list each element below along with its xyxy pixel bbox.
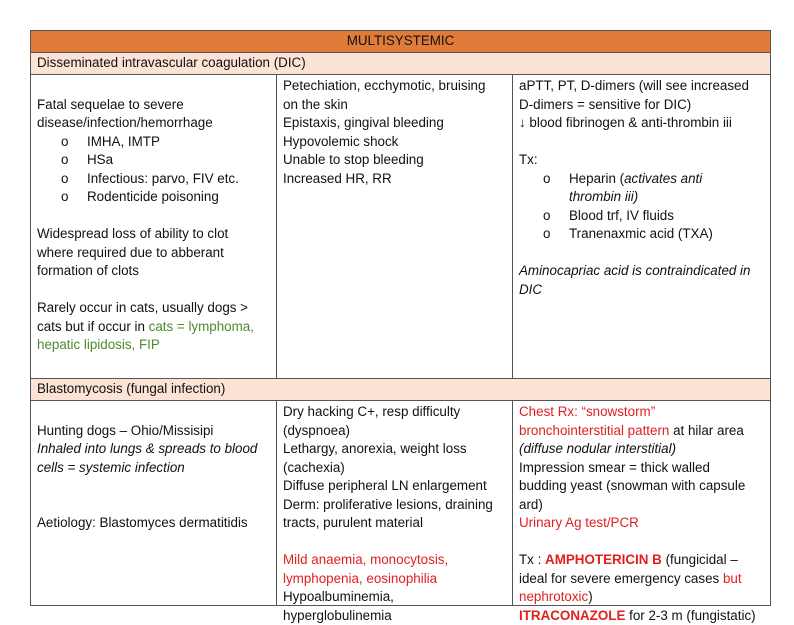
dic-causes-cell: Fatal sequelae to severe disease/infection/hemorrhage o IMHA, IMTP o HSa o Infectious: parvo, FIV etc. o Rodenticide poisoning Widespread loss of ability to clot where required due to abberant formation of clots Rarely occur in cats, usually dogs > cats but if occur in cats = lymphoma, hepatic lipidosis, FIP — [31, 75, 277, 379]
list-item: o Heparin (activates anti thrombin iii) — [519, 170, 764, 207]
dic-signs-cell: Petechiation, ecchymotic, bruising on the skin Epistaxis, gingival bleeding Hypovolemic shock Unable to stop bleeding Increased HR, RR — [277, 75, 513, 379]
notes-table — [30, 30, 771, 623]
list-item: o Blood trf, IV fluids — [519, 207, 764, 226]
list-item: o Rodenticide poisoning — [37, 188, 270, 207]
dic-row — [31, 75, 771, 379]
dic-dx-tx-cell: aPTT, PT, D-dimers (will see increased D-dimers = sensitive for DIC) ↓ blood fibrinogen & anti-thrombin iii Tx: o Heparin (activates anti thrombin iii) o Blood trf, IV fluids o Tranenaxmic acid (TXA) Aminocapriac acid is contraindicated in DIC — [513, 75, 771, 379]
list-item: o IMHA, IMTP — [37, 133, 270, 152]
blasto-title: Blastomycosis (fungal infection) — [31, 379, 771, 401]
list-item: o HSa — [37, 151, 270, 170]
blasto-info-cell: Hunting dogs – Ohio/Missisipi Inhaled into lungs & spreads to blood cells = systemic infection Aetiology: Blastomyces dermatitidis — [31, 401, 277, 606]
list-item: o Tranenaxmic acid (TXA) — [519, 225, 764, 244]
dic-tx-list — [519, 170, 764, 244]
blasto-row — [31, 401, 771, 606]
list-item: o Infectious: parvo, FIV etc. — [37, 170, 270, 189]
dic-title: Disseminated intravascular coagulation (DIC) — [31, 53, 771, 75]
blasto-dx-tx-cell: Chest Rx: “snowstorm” bronchointerstitial pattern at hilar area (diffuse nodular interstitial) Impression smear = thick walled budding yeast (snowman with capsule ard) Urinary Ag test/PCR Tx : AMPHOTERICIN B (fungicidal – ideal for severe emergency cases but nephrotoxic) ITRACONAZOLE for 2-3 m (fungistatic) — [513, 401, 771, 606]
dic-causes-list — [37, 133, 270, 207]
section-header: MULTISYSTEMIC — [31, 31, 771, 53]
blasto-signs-cell: Dry hacking C+, resp difficulty (dyspnoea) Lethargy, anorexia, weight loss (cachexia) Diffuse peripheral LN enlargement Derm: proliferative lesions, draining tracts, purulent material Mild anaemia, monocytosis, lymphopenia, eosinophilia Hypoalbuminemia, hyperglobulinemia — [277, 401, 513, 606]
